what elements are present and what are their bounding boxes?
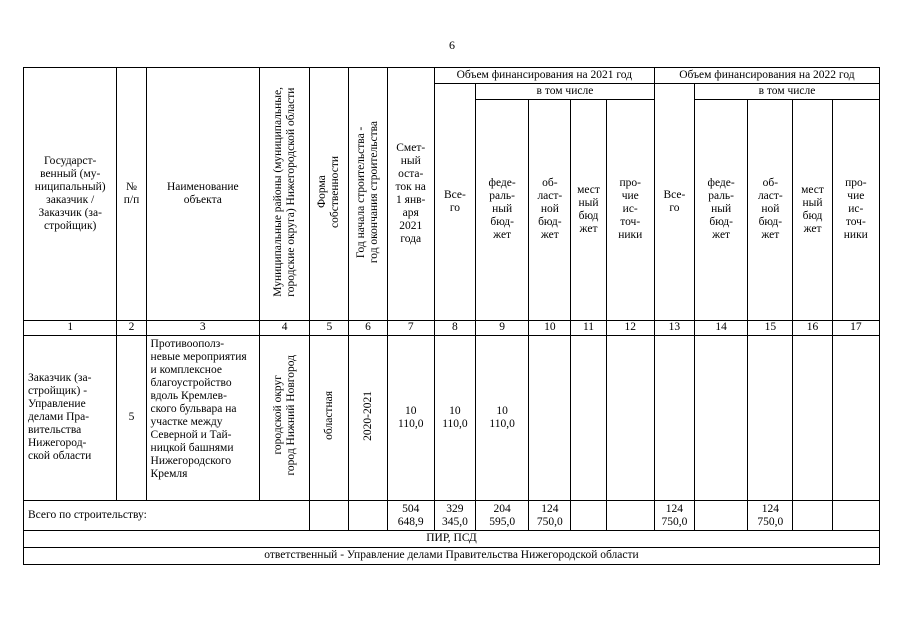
header-years-text: Год начала строительства - год окончания строительства xyxy=(355,120,381,263)
totals-other-2021 xyxy=(606,500,654,530)
row-municipal-district-text: городской округ город Нижний Новгород xyxy=(271,355,297,476)
row-ownership-text: областная xyxy=(322,391,335,440)
section-pir-psd: ПИР, ПСД xyxy=(24,530,880,547)
row-estimated-balance: 10 110,0 xyxy=(387,335,434,500)
header-other-2022: про- чие ис- точ- ники xyxy=(832,100,879,320)
column-number: 4 xyxy=(260,320,310,335)
header-other-2021: про- чие ис- точ- ники xyxy=(606,100,654,320)
row-years-text: 2020-2021 xyxy=(361,390,374,441)
header-financing-2021: Объем финансирования на 2021 год xyxy=(434,68,654,84)
header-including-2022: в том числе xyxy=(695,84,880,100)
totals-federal-2022 xyxy=(695,500,748,530)
totals-total-2022: 124 750,0 xyxy=(654,500,694,530)
header-total-2022: Все- го xyxy=(654,84,694,320)
header-total-2021: Все- го xyxy=(434,84,475,320)
header-financing-2022: Объем финансирования на 2022 год xyxy=(654,68,879,84)
row-local-2021 xyxy=(571,335,606,500)
totals-regional-2021: 124 750,0 xyxy=(529,500,571,530)
header-including-2021: в том числе xyxy=(476,84,655,100)
column-number: 11 xyxy=(571,320,606,335)
column-number: 15 xyxy=(748,320,793,335)
column-number: 16 xyxy=(793,320,832,335)
totals-label: Всего по строительству: xyxy=(24,500,310,530)
header-local-2021: мест ный бюд жет xyxy=(571,100,606,320)
header-estimated-balance: Смет- ный оста- ток на 1 янв- аря 2021 года xyxy=(387,68,434,321)
row-total-2022 xyxy=(654,335,694,500)
column-number: 9 xyxy=(476,320,529,335)
column-number: 7 xyxy=(387,320,434,335)
header-ownership-text: Форма собственности xyxy=(316,155,342,228)
row-num: 5 xyxy=(117,335,146,500)
column-number: 17 xyxy=(832,320,879,335)
row-ownership xyxy=(310,335,349,500)
row-regional-2021 xyxy=(529,335,571,500)
row-total-2021: 10 110,0 xyxy=(434,335,475,500)
totals-other-2022 xyxy=(832,500,879,530)
column-number: 8 xyxy=(434,320,475,335)
column-number: 10 xyxy=(529,320,571,335)
header-customer: Государст- венный (му- ниципальный) заказчик / Заказчик (за- стройщик) xyxy=(24,68,117,321)
row-municipal-district xyxy=(260,335,310,500)
row-regional-2022 xyxy=(748,335,793,500)
header-regional-2021: об- ласт- ной бюд- жет xyxy=(529,100,571,320)
header-num: № п/п xyxy=(117,68,146,321)
header-local-2022: мест ный бюд жет xyxy=(793,100,832,320)
row-years xyxy=(349,335,387,500)
header-years xyxy=(349,68,387,321)
table-row xyxy=(24,335,880,500)
page-number: 6 xyxy=(449,38,455,52)
totals-estimated-balance: 504 648,9 xyxy=(387,500,434,530)
column-number: 6 xyxy=(349,320,387,335)
totals-local-2022 xyxy=(793,500,832,530)
header-municipal-district-text: Муниципальные районы (муниципальные, городские округа) Нижегородской области xyxy=(271,86,297,297)
row-other-2022 xyxy=(832,335,879,500)
row-federal-2021: 10 110,0 xyxy=(476,335,529,500)
totals-years xyxy=(349,500,387,530)
totals-total-2021: 329 345,0 xyxy=(434,500,475,530)
row-object-name: Противоополз- невые мероприятия и комплексное благоустройство вдоль Кремлев- ского бульвара на участке между Северной и Тай- ницкой башнями Нижегородского Кремля xyxy=(146,335,260,500)
column-number: 3 xyxy=(146,320,260,335)
financing-table xyxy=(23,67,880,565)
row-other-2021 xyxy=(606,335,654,500)
header-regional-2022: об- ласт- ной бюд- жет xyxy=(748,100,793,320)
totals-regional-2022: 124 750,0 xyxy=(748,500,793,530)
header-ownership xyxy=(310,68,349,321)
totals-row xyxy=(24,500,880,530)
row-local-2022 xyxy=(793,335,832,500)
header-federal-2022: феде- раль- ный бюд- жет xyxy=(695,100,748,320)
column-number: 1 xyxy=(24,320,117,335)
header-object-name: Наименование объекта xyxy=(146,68,260,321)
column-number: 2 xyxy=(117,320,146,335)
row-customer: Заказчик (за- стройщик) - Управление делами Пра- вительства Нижегород- ской области xyxy=(24,335,117,500)
column-number: 14 xyxy=(695,320,748,335)
totals-ownership xyxy=(310,500,349,530)
header-federal-2021: феде- раль- ный бюд- жет xyxy=(476,100,529,320)
totals-federal-2021: 204 595,0 xyxy=(476,500,529,530)
header-municipal-district xyxy=(260,68,310,321)
responsible-line: ответственный - Управление делами Правительства Нижегородской области xyxy=(24,547,880,564)
totals-local-2021 xyxy=(571,500,606,530)
column-number: 12 xyxy=(606,320,654,335)
column-number: 13 xyxy=(654,320,694,335)
row-federal-2022 xyxy=(695,335,748,500)
column-number: 5 xyxy=(310,320,349,335)
